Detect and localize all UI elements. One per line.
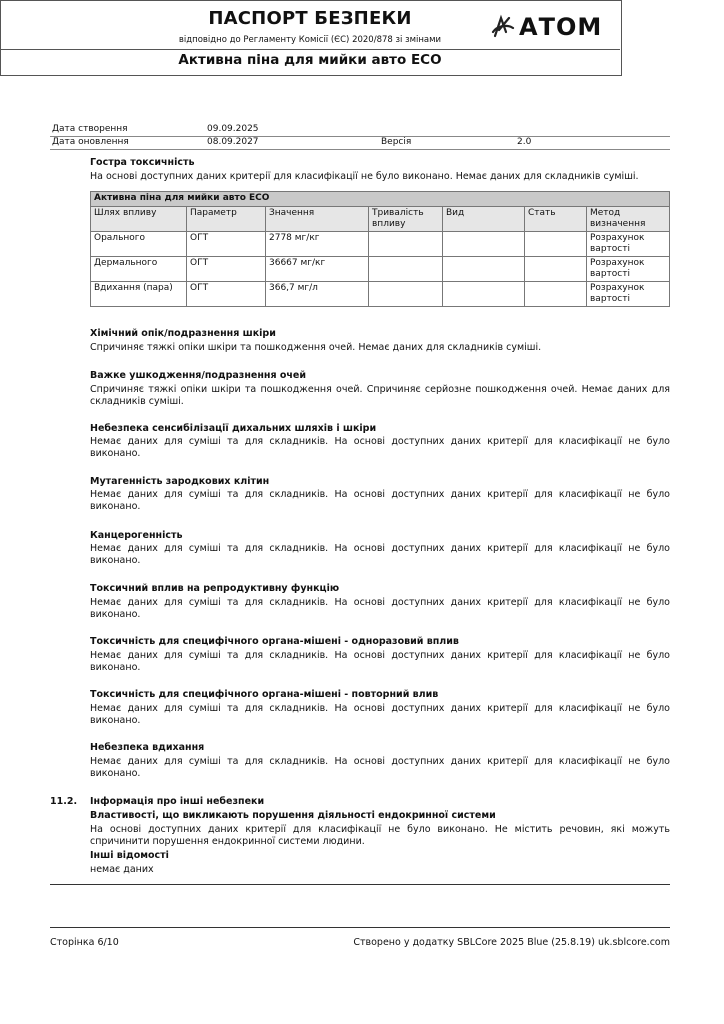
section-heading: Токсичний вплив на репродуктивну функцію xyxy=(90,583,340,594)
created-label: Дата створення xyxy=(52,124,128,134)
section-text: Немає даних для суміші та для складників. На основі доступних даних критерії для класифікації не було виконано. xyxy=(90,543,670,566)
header-divider xyxy=(0,49,620,50)
table-header: Вид xyxy=(443,207,525,232)
table-cell xyxy=(525,282,587,307)
subsection-heading: Інші відомості xyxy=(90,850,169,861)
table-header: Метод визначення xyxy=(587,207,670,232)
section-heading: Небезпека сенсибілізації дихальних шляхів і шкіри xyxy=(90,423,377,434)
logo-text: АТОМ xyxy=(519,13,603,41)
section-number: 11.2. xyxy=(50,796,78,807)
section-text: Спричиняє тяжкі опіки шкіри та пошкодження очей. Спричиняє серйозне пошкодження очей. Немає даних для складників суміші. xyxy=(90,384,670,407)
table-cell: ОГТ xyxy=(187,257,266,282)
table-header: Стать xyxy=(525,207,587,232)
section-text: Спричиняє тяжкі опіки шкіри та пошкодження очей. Немає даних для складників суміші. xyxy=(90,342,542,353)
table-cell: ОГТ xyxy=(187,282,266,307)
section-heading: Важке ушкодження/подразнення очей xyxy=(90,370,307,381)
table-cell xyxy=(443,232,525,257)
table-cell xyxy=(443,257,525,282)
table-header: Шлях впливу xyxy=(91,207,187,232)
meta-divider xyxy=(50,136,670,137)
table-header: Значення xyxy=(266,207,369,232)
section-heading: Інформація про інші небезпеки xyxy=(90,796,265,807)
section-heading: Токсичність для специфічного органа-мішені - повторний влив xyxy=(90,689,439,700)
subsection-text: На основі доступних даних критерії для класифікації не було виконано. Не містить речовин, які можуть спричинити порушення ендокринної системи людини. xyxy=(90,824,670,847)
table-cell xyxy=(369,232,443,257)
section-text: Немає даних для суміші та для складників. На основі доступних даних критерії для класифікації не було виконано. xyxy=(90,489,670,512)
table-cell xyxy=(369,282,443,307)
table-row xyxy=(91,232,670,257)
table-cell: Дермального xyxy=(91,257,187,282)
regulation-subtitle: відповідно до Регламенту Комісії (ЄС) 2020/878 зі змінами xyxy=(178,35,442,45)
section-text: Немає даних для суміші та для складників. На основі доступних даних критерії для класифікації не було виконано. xyxy=(90,436,670,459)
updated-label: Дата оновлення xyxy=(52,137,129,147)
created-value: 09.09.2025 xyxy=(207,124,259,134)
version-value: 2.0 xyxy=(517,137,532,147)
table-caption: Активна піна для мийки авто ECO xyxy=(91,192,670,207)
section-heading: Мутагенність зародкових клітин xyxy=(90,476,270,487)
toxicity-table xyxy=(90,191,670,307)
table-cell: Розрахунок вартості xyxy=(587,257,670,282)
updated-value: 08.09.2027 xyxy=(207,137,259,147)
section-heading: Небезпека вдихання xyxy=(90,742,205,753)
table-cell: Розрахунок вартості xyxy=(587,232,670,257)
generator-note: Створено у додатку SBLCore 2025 Blue (25.8.19) uk.sblcore.com xyxy=(353,937,670,948)
document-title: ПАСПОРТ БЕЗПЕКИ xyxy=(208,8,412,29)
table-cell: 366,7 мг/л xyxy=(266,282,369,307)
product-name: Активна піна для мийки авто ECO xyxy=(178,52,442,68)
subsection-text: немає даних xyxy=(90,864,154,875)
table-cell: 2778 мг/кг xyxy=(266,232,369,257)
section-text: Немає даних для суміші та для складників. На основі доступних даних критерії для класифікації не було виконано. xyxy=(90,597,670,620)
section-heading: Канцерогенність xyxy=(90,530,183,541)
section-heading: Хімічний опік/подразнення шкіри xyxy=(90,328,276,339)
atom-logo xyxy=(491,12,616,40)
page-number: Сторінка 6/10 xyxy=(50,937,119,948)
meta-divider xyxy=(50,149,670,150)
table-row xyxy=(91,282,670,307)
table-row xyxy=(91,257,670,282)
acute-toxicity-heading: Гостра токсичність xyxy=(90,157,195,168)
subsection-heading: Властивості, що викликають порушення діяльності ендокринної системи xyxy=(90,810,496,821)
section-text: Немає даних для суміші та для складників. На основі доступних даних критерії для класифікації не було виконано. xyxy=(90,756,670,779)
table-cell: ОГТ xyxy=(187,232,266,257)
table-cell xyxy=(525,257,587,282)
table-header: Параметр xyxy=(187,207,266,232)
table-cell xyxy=(443,282,525,307)
table-header: Тривалість впливу xyxy=(369,207,443,232)
table-cell xyxy=(525,232,587,257)
table-cell: Вдихання (пара) xyxy=(91,282,187,307)
table-cell xyxy=(369,257,443,282)
section-text: Немає даних для суміші та для складників. На основі доступних даних критерії для класифікації не було виконано. xyxy=(90,650,670,673)
section-heading: Токсичність для специфічного органа-мішені - одноразовий вплив xyxy=(90,636,459,647)
footer-divider xyxy=(50,927,670,928)
content-end-divider xyxy=(50,884,670,885)
document-header xyxy=(0,0,622,76)
table-cell: Розрахунок вартості xyxy=(587,282,670,307)
acute-toxicity-text: На основі доступних даних критерії для класифікації не було виконано. Немає даних для складників суміші. xyxy=(90,171,639,182)
table-cell: 36667 мг/кг xyxy=(266,257,369,282)
section-text: Немає даних для суміші та для складників. На основі доступних даних критерії для класифікації не було виконано. xyxy=(90,703,670,726)
version-label: Версія xyxy=(381,137,412,147)
table-cell: Орального xyxy=(91,232,187,257)
